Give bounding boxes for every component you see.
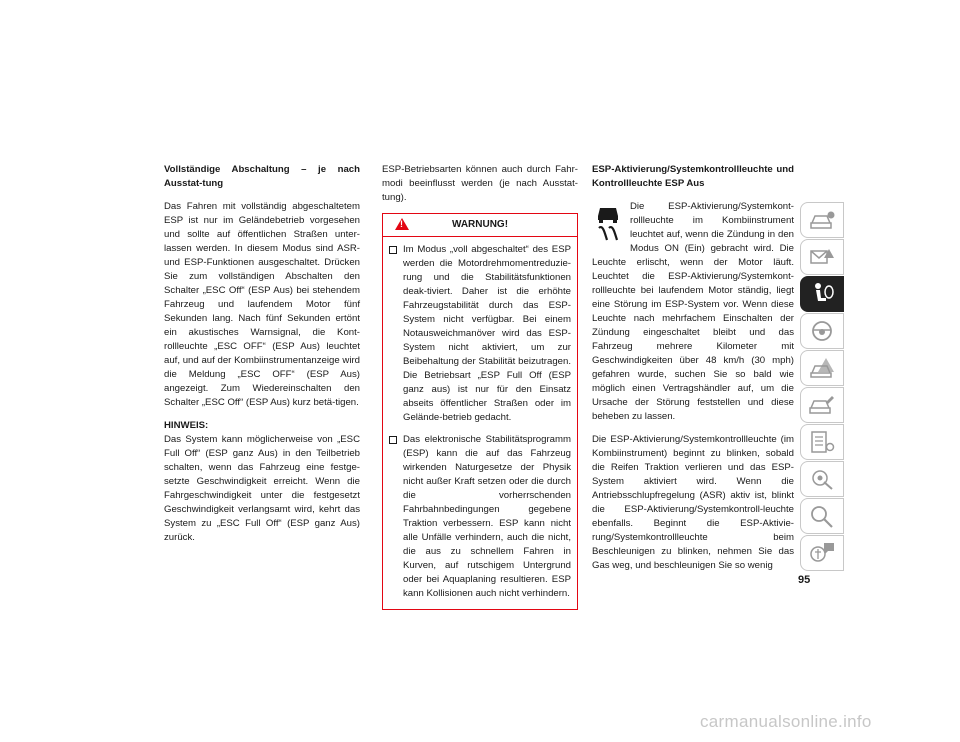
esp-warning-light-icon <box>596 204 620 242</box>
column-left <box>164 163 360 554</box>
warning-header <box>383 214 577 237</box>
note-label: HINWEIS: <box>164 420 209 431</box>
watermark: carmanualsonline.info <box>700 712 872 731</box>
column-middle <box>382 163 578 610</box>
paragraph-drive-modes: ESP-Betriebsarten können auch durch Fahr-modi beeinflusst werden (je nach Ausstat-tung). <box>382 164 578 203</box>
paragraph-esp-light-rest: Die Leuchte erlischt, wenn der Motor läuft. Leuchtet die ESP-Aktivierung/Systemkont-rollleuchte bei laufendem Motor ständig, liegt eine Störung im ESP-System vor. Wenn diese Leuchte nach mehrfachem Einschalten der Zündung eingeschaltet bleibt und das Fahrzeug mehrere Kilometer mit Geschwindigkeiten über 48 km/h (30 mph) gefahren wurde, suchen Sie so bald wie möglich einen Vertragshändler auf, um die Ursache der Störung feststellen und diese beheben zu lassen. <box>592 243 794 422</box>
car-emergency-icon <box>808 355 836 381</box>
warning-box <box>382 213 578 610</box>
tab-index[interactable] <box>800 498 844 534</box>
language-icon <box>808 540 836 566</box>
tab-emergency[interactable] <box>800 350 844 386</box>
tab-messages[interactable] <box>800 239 844 275</box>
warning-bullet-text: Das elektronische Stabilitätsprogramm (ESP) kann die auf das Fahrzeug wirkenden Naturgesetze der Physik nicht außer Kraft setzen oder die durch die vorherrschenden Fahrbahnbedingungen gegebene Traktion verbessern. ESP kann nicht alle Unfälle verhindern, auch die nicht, die aus zu schnellem Fahren in Kurven, auf rutschigem Untergrund oder bei Aquaplaning resultieren. ESP kann Kollisionen auch nicht verhindern. <box>403 434 571 599</box>
bullet-box-icon <box>389 436 397 444</box>
paragraph-full-off: Das Fahren mit vollständig abgeschaltetem ESP ist nur im Geländebetrieb vorgesehen und sollte auf öffentlichen Straßen unter-lassen werden. In diesem Modus sind ASR- und ESP-Funktionen ausgeschaltet. Drücken Sie zum vollständigen Abschalten den Schalter „ESC Off“ (ESP Aus) bei stehendem Fahrzeug und laufendem Motor fünf Sekunden lang. Nach fünf Sekunden ertönt ein akustisches Warnsignal, die Kont-rollleuchte „ESC OFF“ (ESP Aus) leuchtet auf, und auf der Kombiinstrumentanzeige wird die Meldung „ESC OFF“ (ESP Aus) angezeigt. Zum Wiedereinschalten den Schalter „ESC Off“ (ESP Aus) kurz betä-tigen. <box>164 201 360 408</box>
warning-bullet-text: Im Modus „voll abgeschaltet“ des ESP werden die Motordrehmomentreduzie-rung und die Stabilitätsfunktionen deak-tiviert. Daher ist die erhöhte Fahrzeugstabilität durch das ESP-System nicht verfügbar. Bei einem Notausweichmanöver wird das ESP-System nicht aktiviert, um zur Beibehaltung der Stabilität beizutragen. Die Betriebsart „ESP Full Off (ESP ganz aus) ist nur für den Einsatz abseits öffentlicher Straßen oder im Gelände-betrieb gedacht. <box>403 244 571 423</box>
page-number: 95 <box>798 574 811 586</box>
paragraph-esp-light-indent: Die ESP-Aktivierung/Systemkont-rollleuchte im Kombiinstrument leuchtet auf, wenn die Zündung in den Modus ON (Ein) gebracht wird. <box>630 201 794 254</box>
car-service-icon <box>808 392 836 418</box>
airbag-seat-icon <box>808 281 836 307</box>
note-text: Das System kann möglicherweise von „ESC Full Off“ (ESP ganz Aus) in den Teilbetrieb schalten, wenn das Fahrzeug eine festge-setzte Geschwindigkeit erreicht. Wenn die Fahrgeschwindigkeit unter die festgesetzt Geschwindigkeit verlangsamt wird, kehrt das System zu „ESC Full Off“ (ESP ganz Aus) zurück. <box>164 434 360 543</box>
warning-bullet <box>389 433 571 601</box>
bullet-box-icon <box>389 246 397 254</box>
tab-service[interactable] <box>800 387 844 423</box>
warning-bullet <box>389 243 571 425</box>
search-icon <box>808 503 836 529</box>
tools-icon <box>808 466 836 492</box>
warning-title: WARNUNG! <box>451 219 509 230</box>
warning-message-icon <box>808 244 836 270</box>
section-heading-full-off: Vollständige Abschaltung – je nach Ausstat-tung <box>164 164 360 189</box>
paragraph-esp-flashing: Die ESP-Aktivierung/Systemkontrollleuchte (im Kombiinstrument) beginnt zu blinken, sobald die Reifen Traktion verlieren und das ESP-System aktiviert wird. Wenn die Antriebsschlupfregelung (ASR) aktiv ist, blinkt die ESP-Aktivierung/Systemkontroll-leuchte ebenfalls. Beginnt die ESP-Aktivie-rung/Systemkontrollleuchte beim Beschleunigen zu blinken, nehmen Sie das Gas weg, und beschleunigen Sie so wenig <box>592 434 794 571</box>
car-info-icon <box>808 207 836 233</box>
section-heading-esp-light: ESP-Aktivierung/Systemkontrollleuchte und Kontrollleuchte ESP Aus <box>592 164 794 189</box>
tab-specs[interactable] <box>800 424 844 460</box>
tab-multimedia[interactable] <box>800 461 844 497</box>
warning-triangle-icon <box>395 218 409 230</box>
steering-wheel-icon <box>808 318 836 344</box>
list-settings-icon <box>808 429 836 455</box>
tab-safety[interactable] <box>800 276 844 312</box>
column-right <box>592 163 794 582</box>
tab-driving[interactable] <box>800 313 844 349</box>
tab-car-info[interactable] <box>800 202 844 238</box>
tab-language[interactable] <box>800 535 844 571</box>
chapter-tabs <box>800 202 844 572</box>
